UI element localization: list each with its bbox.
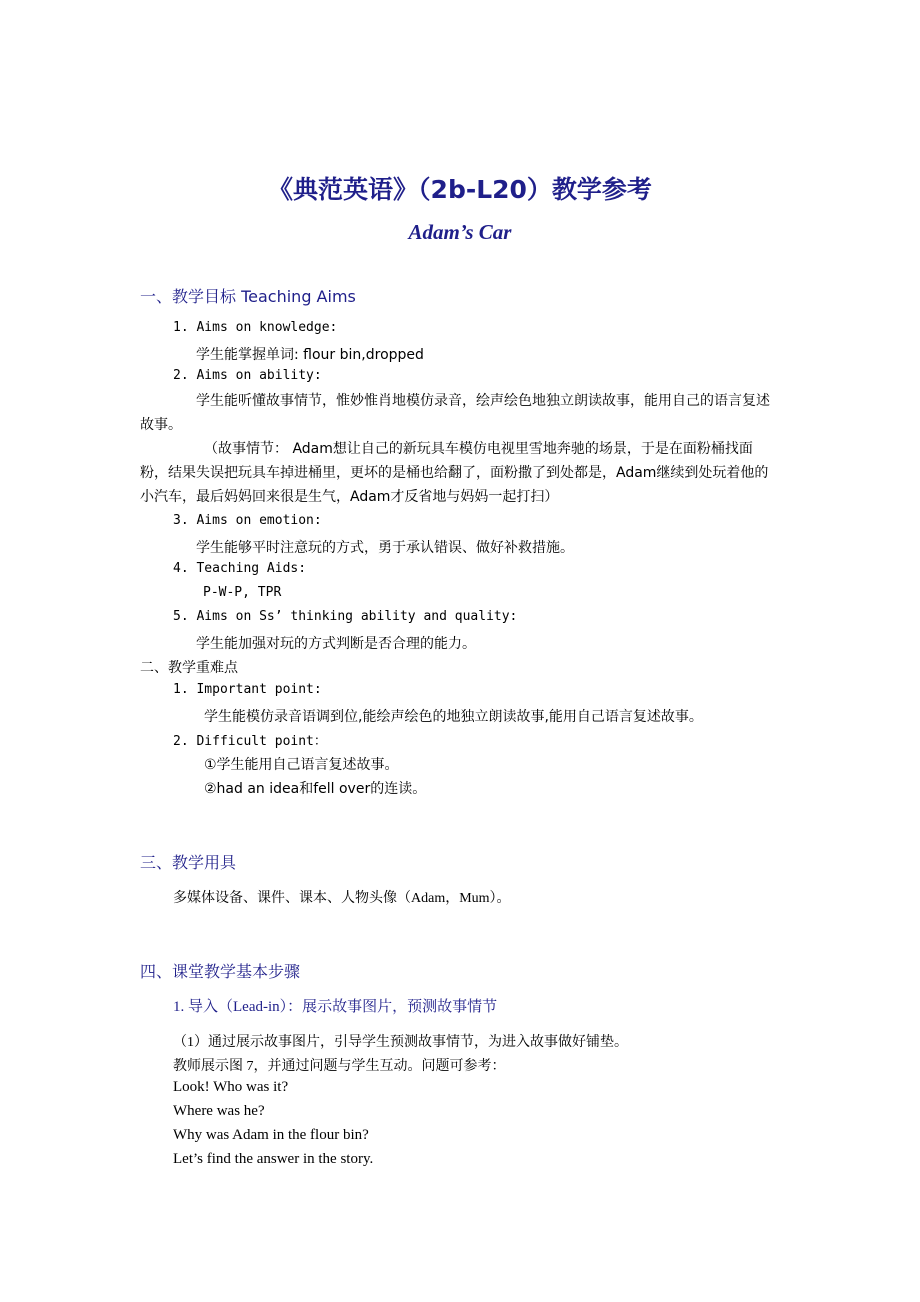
aim-5-text: 学生能加强对玩的方式判断是否合理的能力。 [196, 636, 476, 652]
aim-4-text: P-W-P, TPR [203, 585, 282, 600]
page-subtitle: Adam’s Car [408, 220, 512, 244]
section-heading-teaching-steps: 四、课堂教学基本步骤 [140, 962, 301, 981]
aim-1-label: 1. Aims on knowledge: [173, 320, 338, 335]
difficult-point-text-1: ①学生能用自己语言复述故事。 [204, 757, 399, 773]
step-1-paragraph-2: 教师展示图 7，并通过问题与学生互动。问题可参考： [173, 1059, 506, 1074]
teaching-tools-text: 多媒体设备、课件、课本、人物头像（Adam，Mum）。 [173, 891, 511, 906]
difficult-point-text-2: ②had an idea和fell over的连读。 [204, 781, 427, 797]
question-4: Let’s find the answer in the story. [173, 1151, 374, 1167]
question-3: Why was Adam in the flour bin? [173, 1127, 369, 1143]
section-heading-teaching-aims: 一、教学目标 Teaching Aims [140, 287, 356, 306]
question-2: Where was he? [173, 1103, 265, 1119]
step-1-heading: 1. 导入（Lead-in）：展示故事图片，预测故事情节 [173, 999, 498, 1015]
page-title: 《典范英语》（2b-L20）教学参考 [268, 175, 652, 204]
aim-2-label: 2. Aims on ability: [173, 368, 322, 383]
difficult-point-label: 2. Difficult point： [173, 734, 327, 749]
aim-4-label: 4. Teaching Aids: [173, 561, 307, 576]
aim-1-text: 学生能掌握单词: flour bin,dropped [196, 347, 424, 363]
question-1: Look! Who was it? [173, 1079, 289, 1095]
aim-3-text: 学生能够平时注意玩的方式，勇于承认错误、做好补救措施。 [196, 540, 574, 556]
important-point-text: 学生能模仿录音语调到位,能绘声绘色的地独立朗读故事,能用自己语言复述故事。 [204, 709, 703, 725]
important-point-label: 1. Important point: [173, 682, 322, 697]
step-1-paragraph-1: （1）通过展示故事图片，引导学生预测故事情节，为进入故事做好铺垫。 [173, 1035, 628, 1050]
aim-3-label: 3. Aims on emotion: [173, 513, 322, 528]
section-heading-teaching-tools: 三、教学用具 [140, 853, 237, 872]
aim-5-label: 5. Aims on Ss’ thinking ability and quality: [173, 609, 518, 624]
aim-2-text: 学生能听懂故事情节，惟妙惟肖地模仿录音，绘声绘色地独立朗读故事，能用自己的语言复述故事。 [140, 393, 770, 433]
section-heading-key-points: 二、教学重难点 [140, 660, 238, 676]
aim-2-story: （故事情节： Adam想让自己的新玩具车模仿电视里雪地奔驰的场景，于是在面粉桶找面粉，结果失误把玩具车掉进桶里，更坏的是桶也给翻了，面粉撒了到处都是，Adam继续到处玩着他的小汽车，最后妈妈回来很是生气，Adam才反省地与妈妈一起打扫） [140, 441, 769, 505]
